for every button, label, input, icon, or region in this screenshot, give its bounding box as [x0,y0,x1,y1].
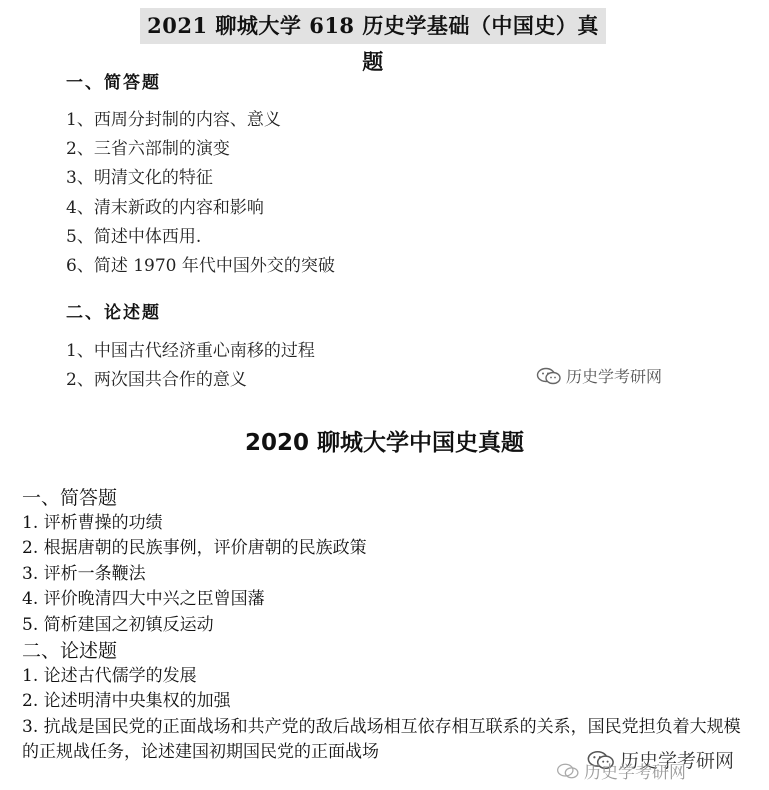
list-item: 6、简述 1970 年代中国外交的突破 [66,255,335,276]
title-2021: 2021 聊城大学 618 历史学基础（中国史）真题 [140,8,606,44]
list-item: 1. 论述古代儒学的发展 [22,666,197,686]
title-2020: 2020 聊城大学中国史真题 [244,430,525,456]
list-item: 4. 评价晚清四大中兴之臣曾国藩 [22,589,265,610]
list-item: 2、三省六部制的演变 [66,139,230,160]
list-item: 2. 论述明清中央集权的加强 [22,691,231,712]
heading-2021-essay: 二、论述题 [66,303,161,323]
list-2021-essay [66,337,315,395]
heading-2020-essay: 二、论述题 [22,640,118,662]
list-item: 1. 评析曹操的功绩 [22,513,163,533]
list-item: 3. 抗战是国民党的正面战场和共产党的敌后战场相互依存相互联系的关系，国民党担负着大规模的正规战任务，论述建国初期国民党的正面战场 [22,716,741,763]
list-item: 1、中国古代经济重心南移的过程 [66,341,315,361]
watermark-bottom-text: 历史学考研网 [620,750,735,772]
wechat-icon [536,366,562,386]
list-item: 4、清末新政的内容和影响 [66,197,264,218]
watermark-faint-text: 历史学考研网 [584,763,686,783]
section-2020-short [22,485,367,638]
wechat-icon [556,762,580,780]
heading-2020-short: 一、简答题 [22,487,118,509]
watermark [536,364,662,387]
list-item: 3、明清文化的特征 [66,168,213,189]
watermark-faint [556,758,686,783]
list-item: 2、两次国共合作的意义 [66,370,247,391]
list-2021-short [66,106,335,281]
list-item: 1、西周分封制的内容、意义 [66,110,281,130]
watermark-text: 历史学考研网 [566,367,663,386]
list-item: 5. 简析建国之初镇反运动 [22,614,214,635]
list-item: 2. 根据唐朝的民族事例，评价唐朝的民族政策 [22,538,367,559]
heading-2021-short: 一、简答题 [66,73,161,93]
list-item: 5、简述中体西用. [66,226,202,247]
list-item: 3. 评析一条鞭法 [22,563,146,584]
